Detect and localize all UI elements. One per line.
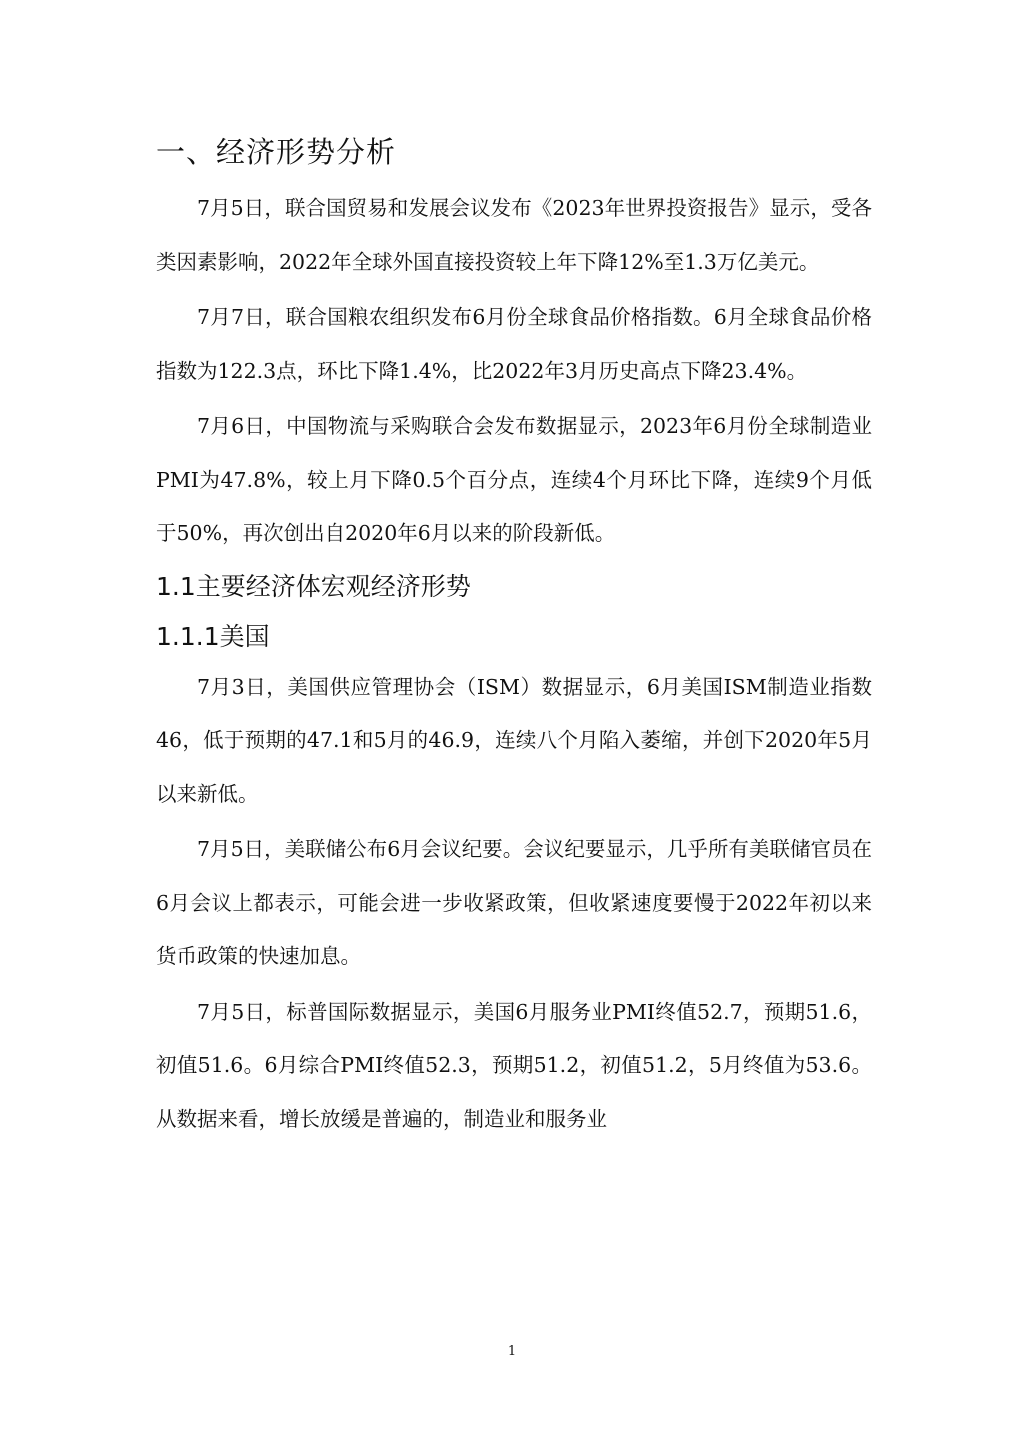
paragraph-food-price-index: 7月7日，联合国粮农组织发布6月份全球食品价格指数。6月全球食品价格指数为122.3点，环比下降1.4%，比2022年3月历史高点下降23.4%。 — [156, 305, 872, 383]
paragraph-ism: 7月3日，美国供应管理协会（ISM）数据显示，6月美国ISM制造业指数46，低于预期的47.1和5月的46.9，连续八个月陷入萎缩，并创下2020年5月以来新低。 — [156, 674, 872, 806]
paragraph-fed-minutes: 7月5日，美联储公布6月会议纪要。会议纪要显示，几乎所有美联储官员在6月会议上都表示，可能会进一步收紧政策，但收紧速度要慢于2022年初以来货币政策的快速加息。 — [156, 837, 872, 968]
paragraph-global-pmi: 7月6日，中国物流与采购联合会发布数据显示，2023年6月份全球制造业PMI为47.8%，较上月下降0.5个百分点，连续4个月环比下降，连续9个月低于50%，再次创出自2020年6月以来的阶段新低。 — [156, 414, 872, 545]
page-number: 1 — [507, 1344, 517, 1359]
section-heading: 一、经济形势分析 — [156, 135, 397, 169]
document-page — [156, 128, 872, 1148]
subsection-heading: 1.1主要经济体宏观经济形势 — [156, 571, 471, 601]
paragraph-sp-pmi: 7月5日，标普国际数据显示，美国6月服务业PMI终值52.7，预期51.6，初值51.6。6月综合PMI终值52.3，预期51.2，初值51.2，5月终值为53.6。从数据来看，增长放缓是普遍的，制造业和服务业 — [156, 999, 872, 1131]
subsubsection-heading-us: 1.1.1美国 — [156, 621, 270, 651]
paragraph-fdi-report: 7月5日，联合国贸易和发展会议发布《2023年世界投资报告》显示，受各类因素影响，2022年全球外国直接投资较上年下降12%至1.3万亿美元。 — [156, 196, 872, 274]
